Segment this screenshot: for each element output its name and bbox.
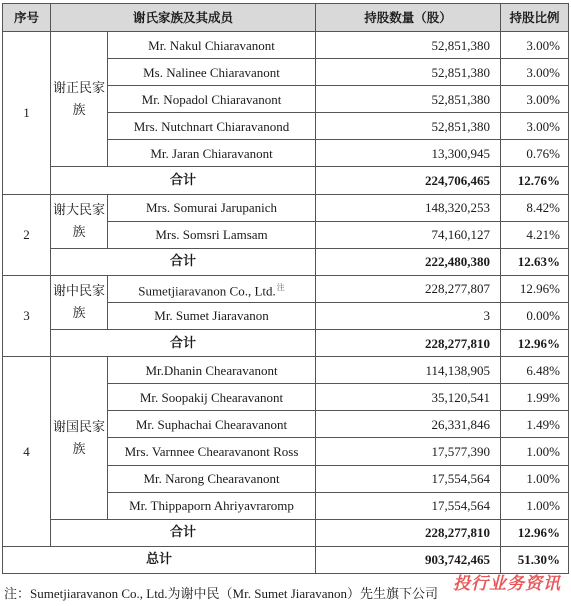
member-shares: 52,851,380 bbox=[316, 59, 501, 86]
member-name-cell bbox=[108, 113, 316, 140]
member-name: Mrs. Somsri Lamsam bbox=[155, 227, 268, 243]
member-name-cell bbox=[108, 194, 316, 221]
member-percentage: 3.00% bbox=[501, 59, 569, 86]
member-name-cell bbox=[108, 302, 316, 329]
member-percentage: 1.99% bbox=[501, 384, 569, 411]
member-shares: 3 bbox=[316, 302, 501, 329]
member-shares: 74,160,127 bbox=[316, 221, 501, 248]
member-shares: 35,120,541 bbox=[316, 384, 501, 411]
family-name: 谢中民家族 bbox=[51, 275, 108, 329]
member-name: Mrs. Somurai Jarupanich bbox=[145, 200, 278, 216]
subtotal-percentage: 12.96% bbox=[501, 330, 569, 357]
total-percentage: 51.30% bbox=[501, 546, 569, 573]
member-name: Sumetjiaravanon Co., Ltd. bbox=[138, 283, 276, 299]
header-index: 序号 bbox=[3, 4, 51, 32]
member-name: Mr. Narong Chearavanont bbox=[143, 471, 280, 487]
member-name-cell bbox=[108, 140, 316, 167]
member-percentage: 3.00% bbox=[501, 113, 569, 140]
member-percentage: 8.42% bbox=[501, 194, 569, 221]
group-index: 1 bbox=[3, 32, 51, 195]
family-name: 谢正民家族 bbox=[51, 32, 108, 167]
table-row bbox=[3, 32, 569, 59]
member-percentage: 0.76% bbox=[501, 140, 569, 167]
member-name: Mr. Soopakij Chearavanont bbox=[139, 389, 284, 405]
member-name: Mr. Nakul Chiaravanont bbox=[148, 37, 275, 53]
member-percentage: 1.00% bbox=[501, 438, 569, 465]
member-name: Mrs. Varnnee Chearavanont Ross bbox=[124, 443, 299, 459]
member-name-cell bbox=[108, 384, 316, 411]
subtotal-label: 合计 bbox=[51, 248, 316, 275]
subtotal-row bbox=[3, 519, 569, 546]
member-percentage: 1.49% bbox=[501, 411, 569, 438]
member-name: Mr. Thippaporn Ahriyavraromp bbox=[129, 498, 294, 514]
header-family-members: 谢氏家族及其成员 bbox=[51, 4, 316, 32]
subtotal-percentage: 12.96% bbox=[501, 519, 569, 546]
member-shares: 17,554,564 bbox=[316, 492, 501, 519]
member-name-cell bbox=[108, 492, 316, 519]
member-name: Mr. Nopadol Chiaravanont bbox=[141, 91, 282, 107]
member-name-cell bbox=[108, 32, 316, 59]
subtotal-label: 合计 bbox=[51, 519, 316, 546]
member-name-cell bbox=[108, 411, 316, 438]
subtotal-percentage: 12.76% bbox=[501, 167, 569, 194]
member-shares: 52,851,380 bbox=[316, 86, 501, 113]
footnote-marker: 注 bbox=[276, 282, 285, 292]
subtotal-percentage: 12.63% bbox=[501, 248, 569, 275]
table-row bbox=[3, 357, 569, 384]
member-percentage: 1.00% bbox=[501, 465, 569, 492]
total-label: 总计 bbox=[3, 546, 316, 573]
member-shares: 17,554,564 bbox=[316, 465, 501, 492]
shareholding-table bbox=[2, 3, 569, 574]
watermark-logo: 投行业务资讯 bbox=[453, 574, 561, 594]
member-name: Ms. Nalinee Chiaravanont bbox=[143, 64, 280, 80]
member-name: Mrs. Nutchnart Chiaravanond bbox=[133, 118, 290, 134]
member-percentage: 1.00% bbox=[501, 492, 569, 519]
member-shares: 114,138,905 bbox=[316, 357, 501, 384]
member-name: Mr. Sumet Jiaravanon bbox=[154, 308, 269, 324]
subtotal-row bbox=[3, 330, 569, 357]
member-percentage: 12.96% bbox=[501, 275, 569, 302]
total-shares: 903,742,465 bbox=[316, 546, 501, 573]
subtotal-row bbox=[3, 167, 569, 194]
subtotal-shares: 224,706,465 bbox=[316, 167, 501, 194]
member-shares: 52,851,380 bbox=[316, 32, 501, 59]
table-body bbox=[3, 32, 569, 574]
member-percentage: 6.48% bbox=[501, 357, 569, 384]
group-index: 4 bbox=[3, 357, 51, 547]
member-shares: 17,577,390 bbox=[316, 438, 501, 465]
group-index: 2 bbox=[3, 194, 51, 275]
member-name-cell bbox=[108, 275, 316, 302]
member-name-cell bbox=[108, 86, 316, 113]
footnote: 注：Sumetjiaravanon Co., Ltd.为谢中民（Mr. Sumet Jiaravanon）先生旗下公司 bbox=[4, 586, 439, 601]
member-name-cell bbox=[108, 438, 316, 465]
member-shares: 13,300,945 bbox=[316, 140, 501, 167]
member-name-cell bbox=[108, 221, 316, 248]
subtotal-shares: 228,277,810 bbox=[316, 519, 501, 546]
table-row bbox=[3, 194, 569, 221]
subtotal-label: 合计 bbox=[51, 330, 316, 357]
group-index: 3 bbox=[3, 275, 51, 356]
member-name: Mr.Dhanin Chearavanont bbox=[145, 362, 278, 378]
member-shares: 228,277,807 bbox=[316, 275, 501, 302]
member-name-cell bbox=[108, 357, 316, 384]
family-name: 谢大民家族 bbox=[51, 194, 108, 248]
member-name-cell bbox=[108, 465, 316, 492]
member-percentage: 3.00% bbox=[501, 86, 569, 113]
member-shares: 52,851,380 bbox=[316, 113, 501, 140]
member-shares: 26,331,846 bbox=[316, 411, 501, 438]
subtotal-shares: 228,277,810 bbox=[316, 330, 501, 357]
member-name-cell bbox=[108, 59, 316, 86]
member-name: Mr. Jaran Chiaravanont bbox=[150, 145, 273, 161]
table-header-row bbox=[3, 4, 569, 32]
member-shares: 148,320,253 bbox=[316, 194, 501, 221]
member-name: Mr. Suphachai Chearavanont bbox=[135, 416, 288, 432]
subtotal-label: 合计 bbox=[51, 167, 316, 194]
header-percentage: 持股比例 bbox=[501, 4, 569, 32]
table-row bbox=[3, 275, 569, 302]
member-percentage: 3.00% bbox=[501, 32, 569, 59]
subtotal-shares: 222,480,380 bbox=[316, 248, 501, 275]
subtotal-row bbox=[3, 248, 569, 275]
header-shares: 持股数量（股） bbox=[316, 4, 501, 32]
member-percentage: 0.00% bbox=[501, 302, 569, 329]
member-percentage: 4.21% bbox=[501, 221, 569, 248]
family-name: 谢国民家族 bbox=[51, 357, 108, 520]
